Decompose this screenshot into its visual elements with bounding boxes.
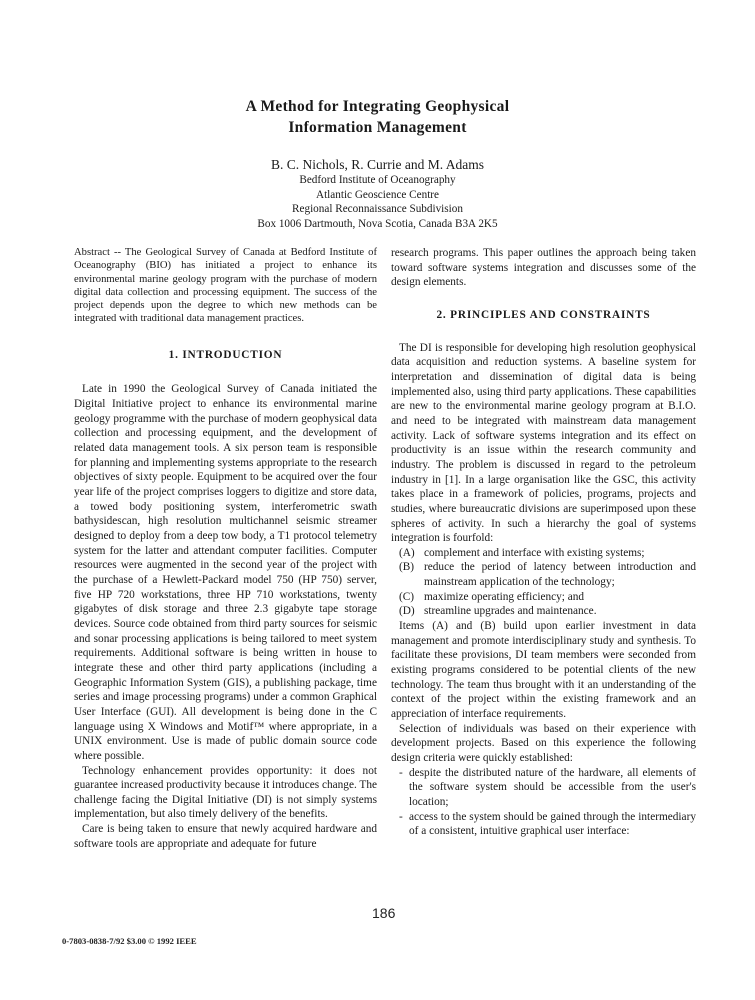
affiliation-subdivision: Regional Reconnaissance Subdivision <box>292 203 463 215</box>
principles-paragraph-3: Selection of individuals was based on their experience with development projects. Based on this experience the following design criteria were quickly established: <box>391 722 696 764</box>
abstract: Abstract -- The Geological Survey of Canada at Bedford Institute of Oceanography (BIO) has initiated a project to enhance its environmental marine geology program with the purchase of modern digital data collection and processing equipment. The success of the project depends upon the degree to which new methods can be integrated with traditional data management practices. <box>74 247 377 325</box>
goal-item-d: (D) streamline upgrades and maintenance. <box>399 605 597 618</box>
affiliation-centre: Atlantic Geoscience Centre <box>315 188 439 201</box>
right-column <box>391 246 696 839</box>
intro-paragraph-1: Late in 1990 the Geological Survey of Canada initiated the Digital Initiative project to enhance its environmental marine geology programme with the purchase of modern geophysical data collection and processing equipment, and the development of related data management tools. A six person team is responsible for planning and implementing systems appropriate to the research objectives of sixty people. Equipment to be acquired over the four year life of the project comprises loggers to digitize and store data, a towed body positioning system, interferometric swath bathysidescan, high resolution multichannel seismic streamer designed to deploy from a deep tow body, a T1 protocol telemetry system for the latter and attendant computer facilities. Computer resources were augmented in the second year of the project with the purchase of a Hewlett-Packard model 750 (HP 750) server, five HP 720 workstations, three HP 710 workstations, twenty gigabytes of disk storage and three 2.3 gigabyte tape storage devices. Source code obtained from third party sources for seismic and sonar processing applications is being tailored to meet system requirements. Additional software is being written in house to integrate these and other third party applications (including a Geographic Information System (GIS), a publishing package, time series and image processing programs) under a common Graphical User Interface (GUI). All development is being done in the C language using X Windows and Motif™ where appropriate, in a UNIX environment. Use is made of public domain source code where possible. <box>74 383 377 762</box>
affiliation-institute: Bedford Institute of Oceanography <box>299 174 456 186</box>
intro-paragraph-3-continued: research programs. This paper outlines the approach being taken toward software systems integration and discusses some of the design elements. <box>391 247 696 289</box>
principles-paragraph-2: Items (A) and (B) build upon earlier investment in data management and promote interdisciplinary study and synthesis. To facilitate these provisions, DI team members were seconded from existing programs considered to be potential clients of the new technology. The team thus brought with it an understanding of the context of the project within the existing framework and an appreciation of interface requirements. <box>391 620 696 721</box>
criteria-item-1: - despite the distributed nature of the hardware, all elements of the software system should be accessible from the user's location; <box>399 766 696 808</box>
goal-item-a: (A) complement and interface with existing systems; <box>399 546 645 559</box>
design-criteria-list <box>391 766 696 839</box>
affiliation <box>0 173 755 231</box>
intro-paragraph-3: Care is being taken to ensure that newly acquired hardware and software tools are appropriate and adequate for future <box>74 823 377 850</box>
criteria-item-2: - access to the system should be gained through the intermediary of a consistent, intuitive graphical user interface: <box>399 810 696 838</box>
goals-list <box>391 546 696 619</box>
goal-item-b: (B) reduce the period of latency between introduction and mainstream application of the technology; <box>399 561 696 589</box>
left-column <box>74 246 377 851</box>
paper-title <box>0 96 755 138</box>
principles-paragraph-1: The DI is responsible for developing high resolution geophysical data acquisition and reduction systems. A baseline system for interpretation and dissemination of digital data is being implemented also, using third party applications. These capabilities are new to the environmental marine geology program at B.I.O. and need to be integrated with mainstream data management activity. Lack of software systems integration and its effect on productivity is an issue within the research community and industry. The problem is discussed in regard to the petroleum industry in [1]. In a large organisation like the GSC, this activity takes place in a framework of policies, programs, projects and studies, where bureaucratic divisions are superimposed upon these spheres of activity. In such a hierarchy the goal of systems integration is fourfold: <box>391 341 696 545</box>
page-number: 186 <box>372 905 396 921</box>
intro-paragraph-2: Technology enhancement provides opportunity: it does not guarantee increased productivity because it introduces change. The challenge facing the Digital Initiative (DI) is not simply systems implementation, but also timely delivery of the benefits. <box>74 764 377 821</box>
affiliation-address: Box 1006 Dartmouth, Nova Scotia, Canada B3A 2K5 <box>257 217 498 230</box>
section-heading-principles: 2. PRINCIPLES AND CONSTRAINTS <box>436 308 651 321</box>
title-line-2: Information Management <box>288 119 467 136</box>
authors: B. C. Nichols, R. Currie and M. Adams <box>271 157 484 172</box>
goal-item-c: (C) maximize operating efficiency; and <box>399 590 585 603</box>
title-line-1: A Method for Integrating Geophysical <box>245 98 510 115</box>
copyright-notice: 0-7803-0838-7/92 $3.00 © 1992 IEEE <box>62 936 197 946</box>
section-heading-introduction: 1. INTRODUCTION <box>168 348 283 361</box>
